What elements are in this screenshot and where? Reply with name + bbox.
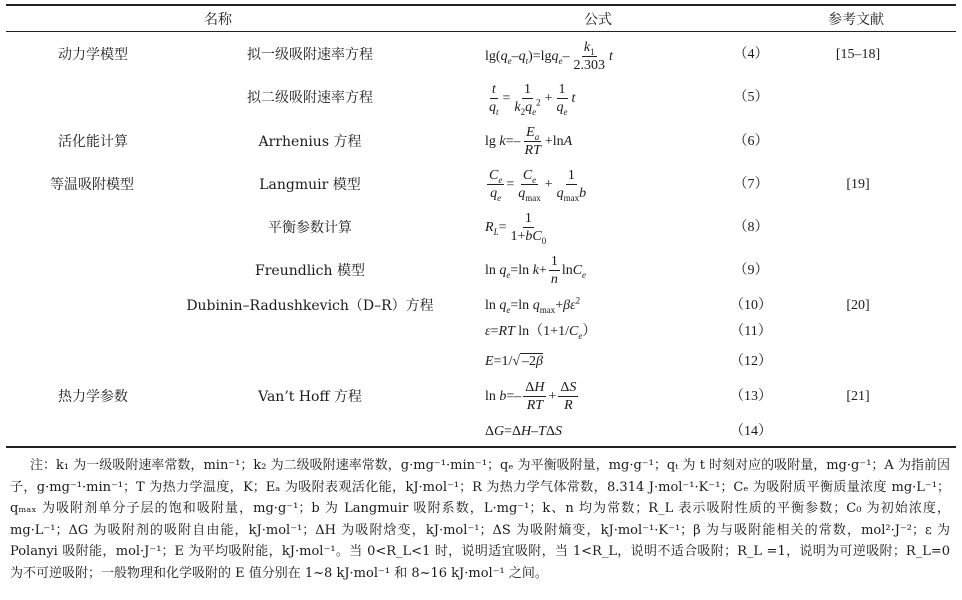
equation-number: （4） — [733, 47, 769, 62]
formula-polanyi: ε=RT $\ln(1+1/C_e)$ — [485, 324, 597, 341]
reference-cell: [15–18] — [835, 47, 881, 62]
table-top-rule — [6, 4, 956, 6]
reference-cell: [20] — [846, 298, 870, 313]
equation-number: （8） — [733, 220, 769, 235]
formula-arrhenius: lg k=– $\frac{E_a}{RT}$ +lnA — [485, 125, 573, 159]
model-name-cell: Freundlich 模型 — [255, 263, 365, 279]
equation-number: （9） — [733, 263, 769, 278]
formula-mean-energy: E=1/√ –2β — [485, 354, 544, 369]
equation-number: （10） — [730, 298, 772, 313]
category-cell: 动力学模型 — [58, 47, 128, 63]
model-name-cell: 拟二级吸附速率方程 — [247, 90, 373, 106]
model-name-cell: 平衡参数计算 — [268, 220, 352, 236]
formula-langmuir: $\frac{C_e}{q_e}$ = $\frac{C_e}{q_{max}}$ + $\frac{1}{q_{max}b}$ — [489, 168, 587, 204]
table-header-rule — [6, 31, 956, 32]
model-name-cell: Van’t Hoff 方程 — [258, 389, 362, 405]
equation-number: （7） — [733, 177, 769, 192]
reference-cell: [21] — [846, 389, 870, 404]
formula-gibbs: ΔG=ΔH–TΔS — [485, 424, 562, 439]
equation-number: （11） — [730, 324, 772, 339]
equation-number: （14） — [730, 424, 772, 439]
model-name-cell: 拟一级吸附速率方程 — [247, 47, 373, 63]
formula-vanthoff: ln b=– $\frac{\Delta H}{RT}$ + $\frac{\Delta S}{R}$ — [485, 380, 577, 414]
category-cell: 等温吸附模型 — [50, 177, 134, 193]
model-name-cell: Arrhenius 方程 — [258, 134, 362, 150]
formula-rl: $R_L=$ $\frac{1}{1+bC_0}$ — [485, 211, 547, 247]
category-cell: 热力学参数 — [58, 389, 128, 405]
header-ref: 参考文献 — [828, 12, 884, 28]
model-name-cell: Dubinin–Radushkevich（D–R）方程 — [186, 298, 434, 314]
formula-freundlich: $\ln q_e=\ln$ k+ $\frac{1}{n}$ lnC$_e$ — [485, 254, 587, 288]
equation-number: （13） — [730, 389, 772, 404]
category-cell: 活化能计算 — [58, 134, 128, 150]
formula-dr: $\ln q_e=\ln$ $q_{max}+\beta\varepsilon^2$ — [485, 295, 581, 315]
reference-cell: [19] — [846, 177, 870, 192]
header-name: 名称 — [204, 12, 232, 28]
equation-number: （6） — [733, 134, 769, 149]
table-footnote: 注：k₁ 为一级吸附速率常数，min⁻¹；k₂ 为二级吸附速率常数，g·mg⁻¹·min⁻¹；qₑ 为平衡吸附量，mg·g⁻¹；qₜ 为 t 时刻对应的吸附量，mg·g⁻¹；A 为指前因子，g·mg⁻¹·min⁻¹；T 为热力学温度，K；Eₐ 为吸附表观活化能，kJ·mol⁻¹；R 为热力学气体常数，8.314 J·mol⁻¹·K⁻¹；Cₑ 为吸附质平衡质量浓度 mg·L⁻¹；qₘₐₓ 为吸附剂单分子层的饱和吸附量，mg·g⁻¹；b 为 Langmuir 吸附系数，L·mg⁻¹；k、n 均为常数；R_L 表示吸附性质的平衡参数；C₀ 为初始浓度，mg·L⁻¹；ΔG 为吸附剂的吸附自由能，kJ·mol⁻¹；ΔH 为吸附焓变，kJ·mol⁻¹；ΔS 为吸附熵变，kJ·mol⁻¹·K⁻¹；β 为与吸附能相关的常数，mol²·J⁻²；ε 为 Polanyi 吸附能，mol·J⁻¹；E 为平均吸附能，kJ·mol⁻¹。当 0<R_L<1 时，说明适宜吸附，当 1<R_L，说明不适合吸附；R_L =1，说明为可逆吸附；R_L=0 为不可逆吸附；一般物理和化学吸附的 E 值分别在 1~8 kJ·mol⁻¹ 和 8~16 kJ·mol⁻¹ 之间。 — [10, 458, 950, 581]
model-name-cell: Langmuir 模型 — [259, 177, 361, 193]
header-formula: 公式 — [584, 12, 612, 28]
equation-number: （12） — [730, 354, 772, 369]
table-bottom-rule — [6, 446, 956, 448]
formula-pfo: $\lg(q_e-q_t)=\lg q_e-$ $\frac{k_1}{2.303}$ t — [485, 40, 613, 74]
formula-pso: $\frac{t}{q_t}$ = $\frac{1}{k_2q_e^2}$ + $\frac{1}{q_e}$ t — [489, 82, 576, 118]
equation-number: （5） — [733, 90, 769, 105]
